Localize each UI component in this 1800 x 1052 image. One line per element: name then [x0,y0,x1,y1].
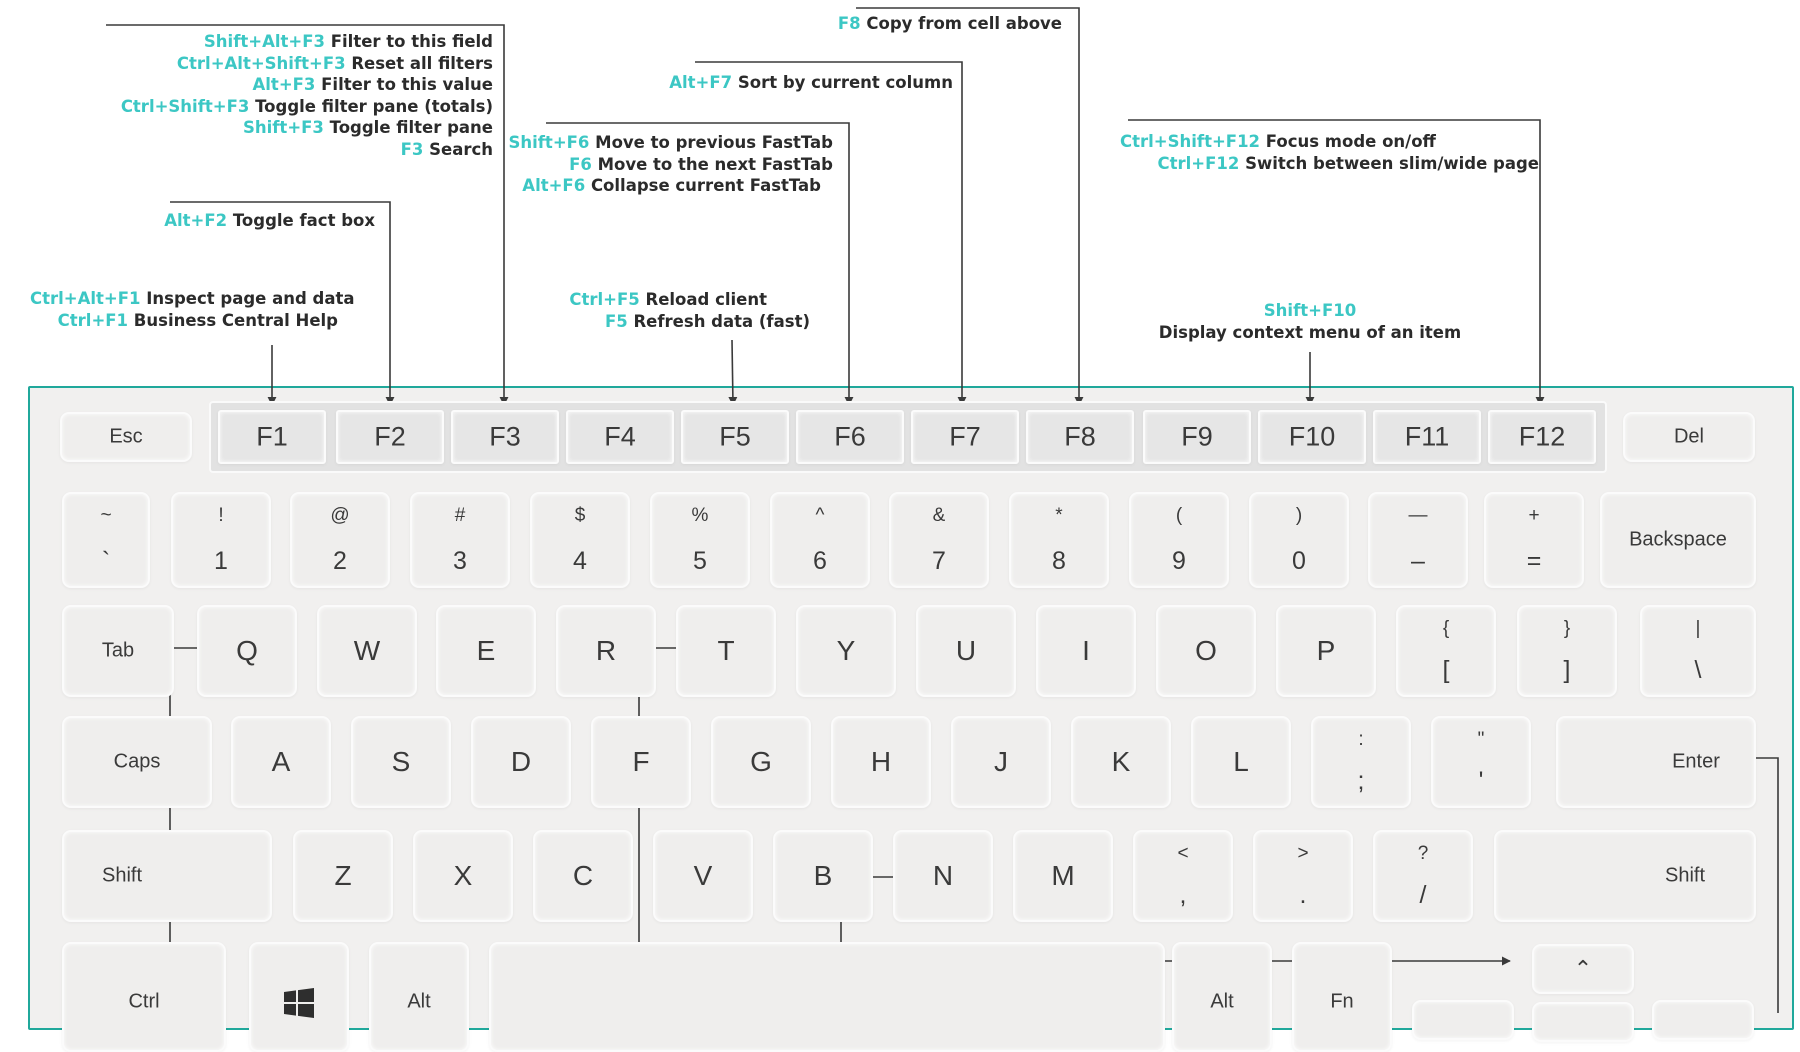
key-shift-symbol: + [1528,505,1540,526]
key-main-symbol: 4 [573,547,587,575]
shortcut-text: Shift+F10 [1263,301,1357,320]
key-f10[interactable] [1258,410,1366,464]
key-label: Shift [1664,864,1706,887]
key-equals[interactable] [1484,492,1584,588]
key-backslash[interactable] [1640,605,1756,697]
f6-collapse-line [500,175,833,197]
key-t[interactable] [676,605,776,697]
key-main-symbol: [ [1442,656,1450,684]
f3-reset-filters-line [100,53,493,75]
key-label: Enter [1672,750,1720,773]
key-shift-symbol: ^ [815,505,825,526]
key-main-symbol: 7 [932,547,946,575]
key-f8[interactable] [1026,410,1134,464]
key-x[interactable] [413,830,513,922]
key-shift-symbol: } [1563,618,1571,639]
key-esc[interactable] [60,412,192,462]
key-label: Fn [1330,990,1354,1013]
key-4[interactable] [530,492,630,588]
key-f5[interactable] [681,410,789,464]
key-shift-symbol: — [1408,505,1428,526]
action-text: Move to the next FastTab [597,154,833,174]
action-text: Focus mode on/off [1265,132,1436,151]
key-label: Shift [101,864,143,887]
key-up-arrow[interactable] [1532,944,1634,994]
key-main-symbol: 0 [1292,547,1306,575]
key-label: G [750,746,772,777]
key-f3[interactable] [451,410,559,464]
key-r[interactable] [556,605,656,697]
key-label: F3 [489,421,521,452]
f3-search-line [100,139,493,161]
f2-annotation [140,210,375,232]
key-ctrl[interactable] [62,942,226,1052]
f5-refresh-line [560,311,810,333]
key-quote[interactable] [1431,716,1531,808]
key-f4[interactable] [566,410,674,464]
key-down-arrow[interactable] [1532,1002,1634,1042]
shortcut-text: F8 [837,14,861,33]
shortcut-text: Ctrl+Shift+F12 [1120,132,1261,151]
key-label: U [955,635,977,666]
key-f11[interactable] [1373,410,1481,464]
key-tab[interactable] [62,605,174,697]
key-5[interactable] [650,492,750,588]
key-6[interactable] [770,492,870,588]
f6-prev-line [500,132,833,154]
key-label: F2 [374,421,406,452]
key-alt-left[interactable] [369,942,469,1052]
key-f6[interactable] [796,410,904,464]
key-left-bracket[interactable] [1396,605,1496,697]
key-f7[interactable] [911,410,1019,464]
key-e[interactable] [436,605,536,697]
key-3[interactable] [410,492,510,588]
key-shift-symbol: ? [1417,843,1429,864]
key-shift-symbol: " [1477,729,1485,750]
key-label: C [572,860,594,891]
f3-filter-field-line [100,31,493,53]
key-space[interactable] [489,942,1165,1052]
key-period[interactable] [1253,830,1353,922]
key-fn[interactable] [1292,942,1392,1052]
key-label: L [1233,746,1249,777]
key-label: F9 [1181,421,1213,452]
key-right-bracket[interactable] [1517,605,1617,697]
f8-annotation [800,13,1062,35]
key-main-symbol: 8 [1052,547,1066,575]
action-text: Copy from cell above [866,14,1062,33]
key-label: X [453,860,473,891]
key-i[interactable] [1036,605,1136,697]
key-f[interactable] [591,716,691,808]
f3-toggle-totals-line [100,96,493,118]
shortcut-text: Alt+F3 [252,75,316,94]
key-label: F11 [1404,421,1450,452]
key-main-symbol: . [1299,881,1307,909]
key-v[interactable] [653,830,753,922]
key-shift-symbol: : [1358,729,1364,750]
f12-focus-line [1120,131,1539,153]
f12-slim-line [1120,153,1539,175]
key-main-symbol: 6 [813,547,827,575]
action-text: Filter to this field [330,32,493,51]
f1-annotation-group [30,288,355,331]
key-0[interactable] [1249,492,1349,588]
key-label: A [271,746,291,777]
key-d[interactable] [471,716,571,808]
key-main-symbol: / [1419,881,1427,909]
key-backspace[interactable] [1600,492,1756,588]
shortcut-text: F6 [569,154,592,174]
key-y[interactable] [796,605,896,697]
key-label: F6 [834,421,866,452]
key-c[interactable] [533,830,633,922]
key-q[interactable] [197,605,297,697]
key-main-symbol: 9 [1172,547,1186,575]
action-text: Filter to this value [321,75,493,94]
f7-leader-line [695,62,962,405]
key-label: R [595,635,617,666]
key-slash[interactable] [1373,830,1473,922]
key-label: W [353,635,381,666]
action-text: Move to previous FastTab [595,133,833,152]
action-text: Sort by current column [737,73,953,92]
shortcut-text: Ctrl+Alt+F1 [30,289,141,308]
key-shift-symbol: ! [218,505,224,526]
key-j[interactable] [951,716,1051,808]
f6-next-line [500,154,833,176]
key-m[interactable] [1013,830,1113,922]
shortcut-text: Ctrl+F1 [57,310,129,330]
key-label: F4 [604,421,636,452]
key-b[interactable] [773,830,873,922]
key-caps[interactable] [62,716,212,808]
f3-toggle-pane-line [100,117,493,139]
key-label: H [870,746,892,777]
key-main-symbol: ' [1478,767,1484,795]
key-label: F10 [1288,421,1336,452]
key-shift-symbol: | [1695,618,1701,639]
key-label: M [1051,860,1075,891]
action-text: Toggle fact box [232,211,375,230]
key-h[interactable] [831,716,931,808]
key-label: N [932,860,954,891]
key-p[interactable] [1276,605,1376,697]
key-n[interactable] [893,830,993,922]
action-text: Inspect page and data [146,289,355,308]
key-enter[interactable] [1556,716,1756,808]
key-f1[interactable] [218,410,326,464]
action-text: Reload client [645,290,767,309]
key-label: F5 [719,421,751,452]
f3-annotation-group [100,31,493,160]
key-a[interactable] [231,716,331,808]
key-main-symbol: 5 [693,547,707,575]
key-label: F1 [256,421,288,452]
key-label: F7 [949,421,981,452]
key-shift-symbol: < [1177,843,1189,864]
key-f12[interactable] [1488,410,1596,464]
key-label: T [717,635,735,666]
action-text: Toggle filter pane [329,118,493,137]
key-label: Z [334,860,352,891]
key-shift-symbol: @ [330,505,350,526]
key-g[interactable] [711,716,811,808]
action-text: Refresh data (fast) [633,311,810,331]
key-shift-left[interactable] [62,830,272,922]
key-shift-symbol: % [691,505,709,526]
key-main-symbol: , [1179,881,1187,909]
action-text: Business Central Help [133,310,338,330]
key-z[interactable] [293,830,393,922]
key-9[interactable] [1129,492,1229,588]
key-label: J [994,746,1008,777]
f7-annotation [650,72,953,94]
key-shift-symbol: ( [1175,505,1183,526]
key-backtick[interactable] [62,492,150,588]
action-text: Collapse current FastTab [590,176,821,195]
key-right-arrow[interactable] [1652,1000,1754,1040]
key-label: F [632,746,650,777]
key-main-symbol: ] [1563,656,1571,684]
key-shift-symbol: ~ [100,505,112,526]
key-label: Esc [109,425,143,448]
key-f9[interactable] [1143,410,1251,464]
key-label: Alt [407,990,431,1013]
key-comma[interactable] [1133,830,1233,922]
key-shift-symbol: > [1297,843,1309,864]
key-label: Alt [1210,990,1234,1013]
key-left-arrow[interactable] [1412,1000,1514,1040]
key-shift-symbol: $ [574,505,586,526]
shortcut-text: F3 [400,139,424,159]
f6-annotation-group [500,132,833,197]
key-minus[interactable] [1368,492,1468,588]
key-label: I [1082,635,1090,666]
f1-help-line [30,310,338,332]
key-s[interactable] [351,716,451,808]
f10-annotation [1130,300,1490,343]
shortcut-text: Alt+F7 [669,73,733,92]
key-l[interactable] [1191,716,1291,808]
key-label: V [693,860,713,891]
key-del[interactable] [1623,412,1755,462]
key-shift-symbol: ) [1295,505,1303,526]
key-label: E [476,635,496,666]
action-text: Search [429,139,493,159]
key-label: O [1195,635,1217,666]
action-text: Reset all filters [351,53,493,73]
key-label: Caps [113,750,161,773]
key-label: K [1111,746,1131,777]
shortcut-text: Shift+F6 [508,133,590,152]
key-main-symbol: ; [1357,767,1365,795]
shortcut-text: F5 [604,311,628,331]
action-text: Display context menu of an item [1158,322,1462,342]
key-semicolon[interactable] [1311,716,1411,808]
key-label: Del [1673,425,1704,448]
key-label: Tab [101,639,135,662]
key-1[interactable] [171,492,271,588]
key-alt-right[interactable] [1172,942,1272,1052]
action-text: Switch between slim/wide page [1245,153,1539,173]
shortcut-text: Ctrl+F12 [1157,153,1240,173]
key-7[interactable] [889,492,989,588]
key-f2[interactable] [336,410,444,464]
shortcut-text: Ctrl+F5 [569,290,640,309]
key-8[interactable] [1009,492,1109,588]
f5-reload-line [560,289,810,311]
key-main-symbol: ` [101,547,111,575]
key-label: Ctrl [128,990,160,1013]
f12-annotation-group [1120,131,1539,174]
key-2[interactable] [290,492,390,588]
key-main-symbol: = [1526,547,1542,575]
shortcut-text: Alt+F6 [522,176,586,195]
shortcut-text: Ctrl+Shift+F3 [120,96,250,116]
key-label: D [510,746,532,777]
f5-annotation-group [560,289,810,332]
key-shift-symbol: { [1442,618,1450,639]
key-main-symbol: – [1411,547,1425,575]
key-label: S [391,746,411,777]
f8-leader-line [856,8,1079,405]
key-shift-symbol: * [1055,505,1063,526]
key-label: F8 [1064,421,1096,452]
key-label: F12 [1518,421,1566,452]
key-o[interactable] [1156,605,1256,697]
up-arrow-icon: ⌃ [1573,956,1593,981]
key-label: Y [836,635,856,666]
key-shift-symbol: & [932,505,946,526]
shortcut-text: Alt+F2 [164,211,228,230]
key-label: P [1316,635,1336,666]
shortcut-text: Shift+F3 [242,118,324,137]
f3-filter-value-line [100,74,493,96]
key-w[interactable] [317,605,417,697]
key-main-symbol: 3 [453,547,467,575]
shortcut-text: Ctrl+Alt+Shift+F3 [176,53,346,73]
key-windows[interactable] [249,942,349,1052]
keyboard-frame [28,386,1794,1030]
key-main-symbol: 1 [214,547,228,575]
key-shift-symbol: # [454,505,466,526]
key-u[interactable] [916,605,1016,697]
f1-inspect-line [30,288,355,310]
key-k[interactable] [1071,716,1171,808]
key-main-symbol: 2 [333,547,347,575]
key-label: Q [236,635,258,666]
key-main-symbol: \ [1694,656,1702,684]
key-label: B [813,860,833,891]
shortcut-text: Shift+Alt+F3 [203,32,325,51]
windows-logo-icon [284,988,314,1023]
key-label: Backspace [1629,528,1727,551]
key-shift-right[interactable] [1494,830,1756,922]
action-text: Toggle filter pane (totals) [255,96,493,116]
